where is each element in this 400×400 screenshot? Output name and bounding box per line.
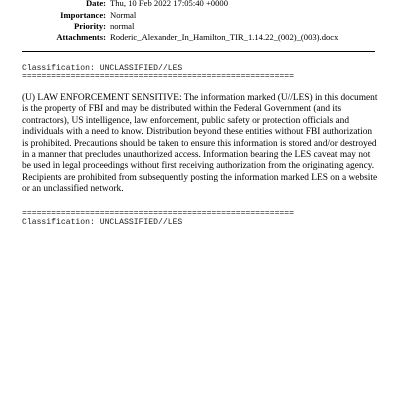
les-notice-paragraph: (U) LAW ENFORCEMENT SENSITIVE: The information marked (U//LES) in this document is the property of FBI and may be distributed within the Federal Government (and its contractors), US intelligence, law enforcement, public safety or protection officials and individuals with a need to know. Distribution beyond these entities without FBI authorization is prohibited. Precautions should be taken to ensure this information is stored and/or destroyed in a manner that precludes unauthorized access. Information bearing the LES caveat may not be used in legal proceedings without first receiving authorization from the originating agency. Recipients are prohibited from subsequently posting the information marked LES on a website or an unclassified network. xyxy=(22,93,378,195)
header-row-priority xyxy=(0,21,400,32)
attachments-label: Attachments: xyxy=(56,32,106,42)
date-label: Date: xyxy=(85,0,106,8)
divider-bottom: ======================================================== xyxy=(22,209,294,218)
divider-top: ======================================================== xyxy=(22,72,294,81)
header-row-date xyxy=(0,0,400,9)
priority-label: Priority: xyxy=(74,21,106,31)
importance-label: Importance: xyxy=(60,10,106,20)
attachment-link[interactable]: Roderic_Alexander_In_Hamilton_TIR_1.14.22_(002)_(003).docx xyxy=(110,32,339,42)
priority-value: normal xyxy=(110,21,135,31)
importance-value: Normal xyxy=(110,10,137,20)
header-row-attachments xyxy=(0,32,400,43)
classification-top: Classification: UNCLASSIFIED//LES xyxy=(22,64,183,73)
date-value: Thu, 10 Feb 2022 17:05:40 +0000 xyxy=(110,0,228,8)
header-row-importance xyxy=(0,10,400,21)
classification-bottom: Classification: UNCLASSIFIED//LES xyxy=(22,218,183,227)
header-divider xyxy=(22,51,375,52)
